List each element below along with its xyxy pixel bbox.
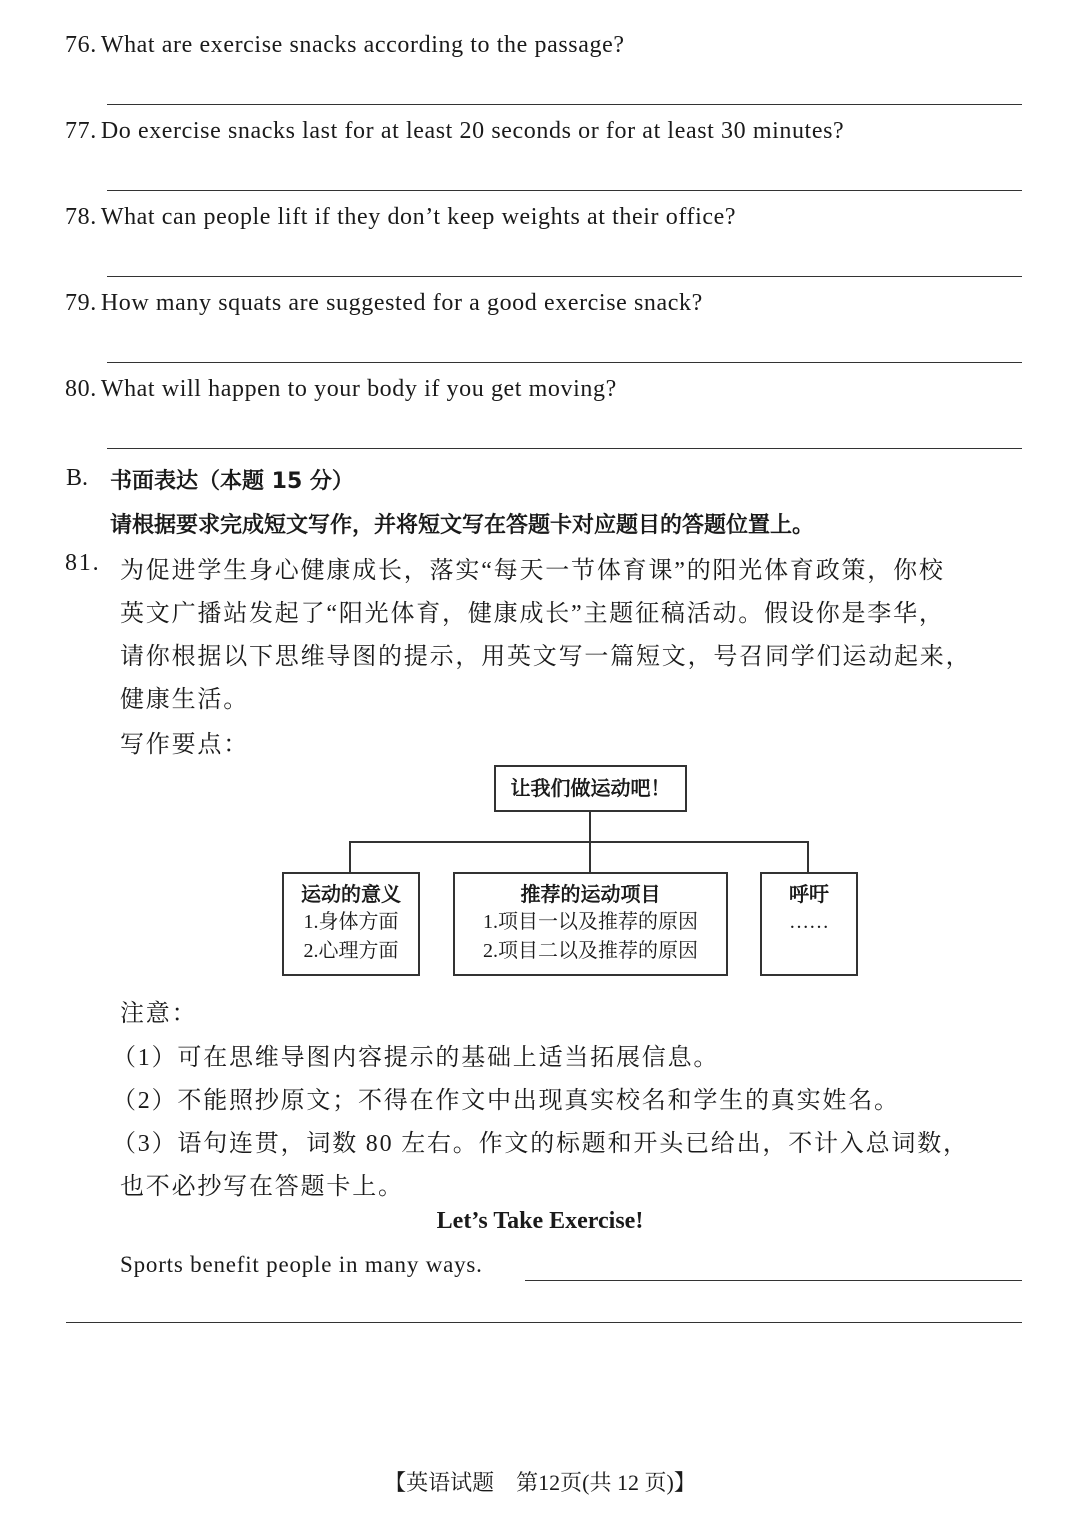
branch-title: 推荐的运动项目 bbox=[520, 882, 661, 906]
question-number: 76. bbox=[65, 32, 97, 58]
mindmap-root bbox=[494, 765, 687, 812]
question-text: What will happen to your body if you get moving? bbox=[100, 376, 617, 402]
connector-vertical bbox=[589, 812, 591, 842]
branch-item: 2.心理方面 bbox=[303, 940, 399, 962]
mindmap-root-label: 让我们做运动吧！ bbox=[510, 776, 671, 800]
task-line-4: 健康生活。 bbox=[120, 687, 249, 713]
note-3: （3）语句连贯，词数 80 左右。作文的标题和开头已给出，不计入总词数， bbox=[112, 1131, 969, 1157]
task-number: 81. bbox=[65, 550, 101, 576]
question-text: Do exercise snacks last for at least 20 seconds or for at least 30 minutes? bbox=[100, 118, 845, 144]
note-3-continued: 也不必抄写在答题卡上。 bbox=[120, 1174, 404, 1200]
note-2: （2）不能照抄原文；不得在作文中出现真实校名和学生的真实姓名。 bbox=[112, 1088, 900, 1114]
task-line-1: 为促进学生身心健康成长，落实“每天一节体育课”的阳光体育政策，你校 bbox=[120, 558, 945, 584]
writing-points-label: 写作要点： bbox=[120, 732, 249, 758]
connector-left bbox=[349, 841, 351, 872]
branch-item: …… bbox=[789, 911, 829, 933]
branch-title: 呼吁 bbox=[789, 882, 829, 906]
mindmap-branch-appeal bbox=[760, 872, 858, 976]
page-footer: 【英语试题 第12页(共 12 页)】 bbox=[384, 1470, 696, 1495]
branch-title: 运动的意义 bbox=[301, 882, 401, 906]
connector-horizontal bbox=[349, 841, 809, 843]
essay-title: Let’s Take Exercise! bbox=[436, 1208, 644, 1234]
question-78 bbox=[65, 204, 736, 231]
section-instruction: 请根据要求完成短文写作，并将短文写在答题卡对应题目的答题位置上。 bbox=[110, 513, 815, 538]
question-number: 79. bbox=[65, 290, 97, 316]
question-80 bbox=[65, 376, 617, 403]
note-1: （1）可在思维导图内容提示的基础上适当拓展信息。 bbox=[112, 1045, 720, 1071]
notes-label: 注意： bbox=[120, 1001, 198, 1027]
branch-item: 1.身体方面 bbox=[303, 911, 399, 933]
question-76 bbox=[65, 32, 625, 59]
answer-line-76[interactable] bbox=[107, 104, 1022, 105]
question-number: 80. bbox=[65, 376, 97, 402]
mindmap-branch-significance bbox=[282, 872, 420, 976]
question-number: 78. bbox=[65, 204, 97, 230]
mindmap-branch-recommended bbox=[453, 872, 728, 976]
answer-line-78[interactable] bbox=[107, 276, 1022, 277]
question-text: What are exercise snacks according to the passage? bbox=[100, 32, 625, 58]
section-heading: 书面表达（本题 15 分） bbox=[110, 469, 354, 494]
question-text: How many squats are suggested for a good exercise snack? bbox=[100, 290, 703, 316]
section-label: B. bbox=[66, 465, 89, 491]
task-line-3: 请你根据以下思维导图的提示，用英文写一篇短文，号召同学们运动起来， bbox=[120, 644, 972, 670]
question-77 bbox=[65, 118, 844, 145]
question-text: What can people lift if they don’t keep weights at their office? bbox=[100, 204, 737, 230]
question-79 bbox=[65, 290, 703, 317]
task-line-2: 英文广播站发起了“阳光体育，健康成长”主题征稿活动。假设你是李华， bbox=[120, 601, 945, 627]
question-number: 77. bbox=[65, 118, 97, 144]
branch-item: 2.项目二以及推荐的原因 bbox=[483, 940, 698, 962]
answer-line-79[interactable] bbox=[107, 362, 1022, 363]
connector-right bbox=[807, 841, 809, 872]
answer-line-77[interactable] bbox=[107, 190, 1022, 191]
connector-middle bbox=[589, 841, 591, 872]
essay-answer-line-1[interactable] bbox=[525, 1280, 1022, 1281]
essay-answer-line-2[interactable] bbox=[66, 1322, 1022, 1323]
branch-item: 1.项目一以及推荐的原因 bbox=[483, 911, 698, 933]
answer-line-80[interactable] bbox=[107, 448, 1022, 449]
essay-opening: Sports benefit people in many ways. bbox=[120, 1252, 483, 1277]
